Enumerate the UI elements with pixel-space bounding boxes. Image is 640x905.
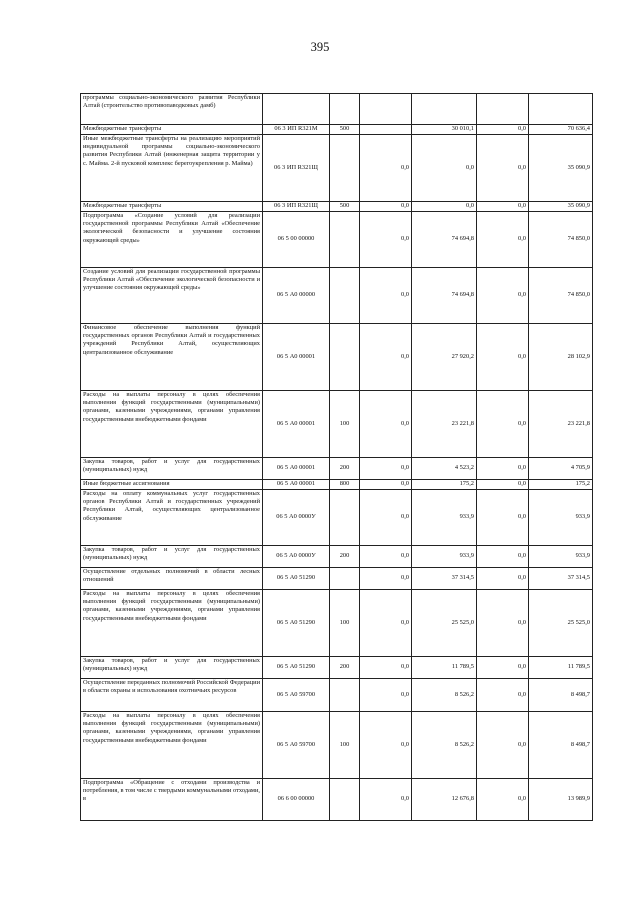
table-row bbox=[81, 125, 593, 135]
amount-cell: 0,0 bbox=[477, 212, 529, 268]
amount-cell: 0,0 bbox=[360, 679, 412, 712]
table-row bbox=[81, 202, 593, 212]
target-code-cell: 06 5 А0 0000У bbox=[263, 490, 330, 546]
amount-cell: 25 525,0 bbox=[412, 590, 477, 657]
table-row bbox=[81, 490, 593, 546]
target-code-cell: 06 5 00 00000 bbox=[263, 212, 330, 268]
amount-cell: 0,0 bbox=[477, 202, 529, 212]
target-code-cell: 06 5 А0 00001 bbox=[263, 480, 330, 490]
amount-cell: 28 102,9 bbox=[529, 324, 593, 391]
target-code-cell: 06 5 А0 00001 bbox=[263, 458, 330, 480]
amount-cell: 933,9 bbox=[529, 490, 593, 546]
amount-cell: 0,0 bbox=[477, 568, 529, 590]
amount-cell bbox=[360, 125, 412, 135]
row-name-cell: Осуществление переданных полномочий Российской Федерации в области охраны и использования охотничьих ресурсов bbox=[81, 679, 263, 712]
amount-cell: 0,0 bbox=[477, 480, 529, 490]
amount-cell: 0,0 bbox=[360, 268, 412, 324]
amount-cell: 0,0 bbox=[477, 657, 529, 679]
expense-type-cell: 100 bbox=[330, 712, 360, 779]
amount-cell: 74 850,0 bbox=[529, 212, 593, 268]
target-code-cell: 06 5 А0 00000 bbox=[263, 268, 330, 324]
amount-cell: 0,0 bbox=[477, 546, 529, 568]
amount-cell: 0,0 bbox=[477, 324, 529, 391]
row-name-cell: Иные межбюджетные трансферты на реализацию мероприятий индивидуальной программы социально-экономического развития Республики Алтай (инженерная защита территории у с. Майма. 2-й пусковой комплекс берегоукрепления р. Майма) bbox=[81, 135, 263, 202]
expense-type-cell: 200 bbox=[330, 546, 360, 568]
expense-type-cell: 100 bbox=[330, 590, 360, 657]
amount-cell: 0,0 bbox=[360, 546, 412, 568]
row-name-cell: Расходы на выплаты персоналу в целях обеспечения выполнения функций государственными (муниципальными) органами, казенными учреждениями, органами управления государственными внебюджетными фондами bbox=[81, 590, 263, 657]
amount-cell: 0,0 bbox=[412, 135, 477, 202]
row-name-cell: Расходы на выплаты персоналу в целях обеспечения выполнения функций государственными (муниципальными) органами, казенными учреждениями, органами управления государственными внебюджетными фондами bbox=[81, 712, 263, 779]
amount-cell: 35 090,9 bbox=[529, 135, 593, 202]
amount-cell: 0,0 bbox=[360, 202, 412, 212]
row-name-cell: Создание условий для реализации государственной программы Республики Алтай «Обеспечение экологической безопасности и улучшение состояния окружающей среды» bbox=[81, 268, 263, 324]
amount-cell: 0,0 bbox=[412, 202, 477, 212]
expense-type-cell: 800 bbox=[330, 480, 360, 490]
amount-cell: 0,0 bbox=[360, 391, 412, 458]
target-code-cell: 06 5 А0 0000У bbox=[263, 546, 330, 568]
amount-cell: 4 705,9 bbox=[529, 458, 593, 480]
expense-type-cell bbox=[330, 324, 360, 391]
expense-type-cell: 100 bbox=[330, 391, 360, 458]
table-row bbox=[81, 391, 593, 458]
amount-cell: 0,0 bbox=[360, 135, 412, 202]
row-name-cell: Расходы на оплату коммунальных услуг государственных органов Республики Алтай и государственных учреждений Республики Алтай, осуществляющих централизованное обслуживание bbox=[81, 490, 263, 546]
amount-cell: 0,0 bbox=[360, 568, 412, 590]
table-row bbox=[81, 94, 593, 125]
expense-type-cell bbox=[330, 490, 360, 546]
row-name-cell: Межбюджетные трансферты bbox=[81, 125, 263, 135]
amount-cell: 933,9 bbox=[529, 546, 593, 568]
amount-cell: 12 676,8 bbox=[412, 779, 477, 821]
amount-cell: 175,2 bbox=[529, 480, 593, 490]
row-name-cell: Осуществление отдельных полномочий в области лесных отношений bbox=[81, 568, 263, 590]
row-name-cell: Закупка товаров, работ и услуг для государственных (муниципальных) нужд bbox=[81, 546, 263, 568]
target-code-cell: 06 5 А0 00001 bbox=[263, 391, 330, 458]
target-code-cell: 06 5 А0 00001 bbox=[263, 324, 330, 391]
amount-cell: 4 523,2 bbox=[412, 458, 477, 480]
amount-cell bbox=[477, 94, 529, 125]
target-code-cell: 06 5 А0 51290 bbox=[263, 590, 330, 657]
amount-cell: 11 789,5 bbox=[529, 657, 593, 679]
amount-cell: 27 920,2 bbox=[412, 324, 477, 391]
amount-cell: 0,0 bbox=[477, 779, 529, 821]
budget-table bbox=[80, 93, 593, 821]
table-row bbox=[81, 679, 593, 712]
page-number: 395 bbox=[310, 40, 330, 54]
table-row bbox=[81, 480, 593, 490]
amount-cell: 0,0 bbox=[360, 324, 412, 391]
row-name-cell: Закупка товаров, работ и услуг для государственных (муниципальных) нужд bbox=[81, 657, 263, 679]
amount-cell: 0,0 bbox=[360, 458, 412, 480]
amount-cell: 0,0 bbox=[360, 657, 412, 679]
expense-type-cell: 200 bbox=[330, 657, 360, 679]
amount-cell bbox=[360, 94, 412, 125]
amount-cell bbox=[529, 94, 593, 125]
table-row bbox=[81, 135, 593, 202]
target-code-cell: 06 5 А0 51290 bbox=[263, 657, 330, 679]
table-row bbox=[81, 779, 593, 821]
amount-cell: 0,0 bbox=[477, 590, 529, 657]
expense-type-cell bbox=[330, 568, 360, 590]
table-row bbox=[81, 212, 593, 268]
amount-cell: 8 526,2 bbox=[412, 679, 477, 712]
row-name-cell: Подпрограмма «Обращение с отходами производства и потребления, в том числе с твердыми коммунальными отходами, в bbox=[81, 779, 263, 821]
amount-cell: 23 221,8 bbox=[412, 391, 477, 458]
target-code-cell: 06 3 ИП R321М bbox=[263, 125, 330, 135]
amount-cell: 74 850,0 bbox=[529, 268, 593, 324]
amount-cell: 0,0 bbox=[477, 391, 529, 458]
amount-cell bbox=[412, 94, 477, 125]
target-code-cell: 06 5 А0 59700 bbox=[263, 679, 330, 712]
amount-cell: 0,0 bbox=[477, 679, 529, 712]
target-code-cell: 06 5 А0 51290 bbox=[263, 568, 330, 590]
expense-type-cell bbox=[330, 779, 360, 821]
expense-type-cell bbox=[330, 135, 360, 202]
amount-cell: 0,0 bbox=[477, 712, 529, 779]
row-name-cell: Расходы на выплаты персоналу в целях обеспечения выполнения функций государственными (муниципальными) органами, казенными учреждениями, органами управления государственными внебюджетными фондами bbox=[81, 391, 263, 458]
row-name-cell: Иные бюджетные ассигнования bbox=[81, 480, 263, 490]
amount-cell: 0,0 bbox=[360, 779, 412, 821]
amount-cell: 37 314,5 bbox=[412, 568, 477, 590]
amount-cell: 23 221,8 bbox=[529, 391, 593, 458]
amount-cell: 25 525,0 bbox=[529, 590, 593, 657]
amount-cell: 35 090,9 bbox=[529, 202, 593, 212]
expense-type-cell bbox=[330, 94, 360, 125]
amount-cell: 175,2 bbox=[412, 480, 477, 490]
expense-type-cell bbox=[330, 268, 360, 324]
row-name-cell: программы социально-экономического развития Республики Алтай (строительство противопаводковых дамб) bbox=[81, 94, 263, 125]
amount-cell: 70 636,4 bbox=[529, 125, 593, 135]
amount-cell: 0,0 bbox=[477, 268, 529, 324]
row-name-cell: Подпрограмма «Создание условий для реализации государственной программы Республики Алтай «Обеспечение экологической безопасности и улучшение состояния окружающей среды» bbox=[81, 212, 263, 268]
amount-cell: 74 694,8 bbox=[412, 268, 477, 324]
amount-cell: 0,0 bbox=[360, 590, 412, 657]
table-body bbox=[81, 94, 593, 821]
amount-cell: 11 789,5 bbox=[412, 657, 477, 679]
expense-type-cell: 500 bbox=[330, 125, 360, 135]
table-row bbox=[81, 268, 593, 324]
target-code-cell: 06 6 00 00000 bbox=[263, 779, 330, 821]
expense-type-cell: 200 bbox=[330, 458, 360, 480]
row-name-cell: Межбюджетные трансферты bbox=[81, 202, 263, 212]
table-row bbox=[81, 712, 593, 779]
amount-cell: 0,0 bbox=[477, 490, 529, 546]
target-code-cell: 06 3 ИП R321Щ bbox=[263, 135, 330, 202]
expense-type-cell: 500 bbox=[330, 202, 360, 212]
row-name-cell: Закупка товаров, работ и услуг для государственных (муниципальных) нужд bbox=[81, 458, 263, 480]
target-code-cell bbox=[263, 94, 330, 125]
amount-cell: 933,9 bbox=[412, 546, 477, 568]
table-row bbox=[81, 590, 593, 657]
amount-cell: 8 498,7 bbox=[529, 679, 593, 712]
row-name-cell: Финансовое обеспечение выполнения функций государственных органов Республики Алтай и государственных учреждений Республики Алтай, осуществляющих централизованное обслуживание bbox=[81, 324, 263, 391]
table-row bbox=[81, 546, 593, 568]
amount-cell: 0,0 bbox=[360, 712, 412, 779]
table-row bbox=[81, 458, 593, 480]
amount-cell: 0,0 bbox=[477, 458, 529, 480]
amount-cell: 933,9 bbox=[412, 490, 477, 546]
amount-cell: 0,0 bbox=[477, 135, 529, 202]
target-code-cell: 06 3 ИП R321Щ bbox=[263, 202, 330, 212]
amount-cell: 13 989,9 bbox=[529, 779, 593, 821]
amount-cell: 37 314,5 bbox=[529, 568, 593, 590]
table-row bbox=[81, 324, 593, 391]
target-code-cell: 06 5 А0 59700 bbox=[263, 712, 330, 779]
table-row bbox=[81, 568, 593, 590]
amount-cell: 8 498,7 bbox=[529, 712, 593, 779]
amount-cell: 8 526,2 bbox=[412, 712, 477, 779]
amount-cell: 74 694,8 bbox=[412, 212, 477, 268]
table-row bbox=[81, 657, 593, 679]
amount-cell: 0,0 bbox=[360, 212, 412, 268]
amount-cell: 0,0 bbox=[360, 480, 412, 490]
amount-cell: 30 010,1 bbox=[412, 125, 477, 135]
amount-cell: 0,0 bbox=[477, 125, 529, 135]
expense-type-cell bbox=[330, 212, 360, 268]
amount-cell: 0,0 bbox=[360, 490, 412, 546]
expense-type-cell bbox=[330, 679, 360, 712]
